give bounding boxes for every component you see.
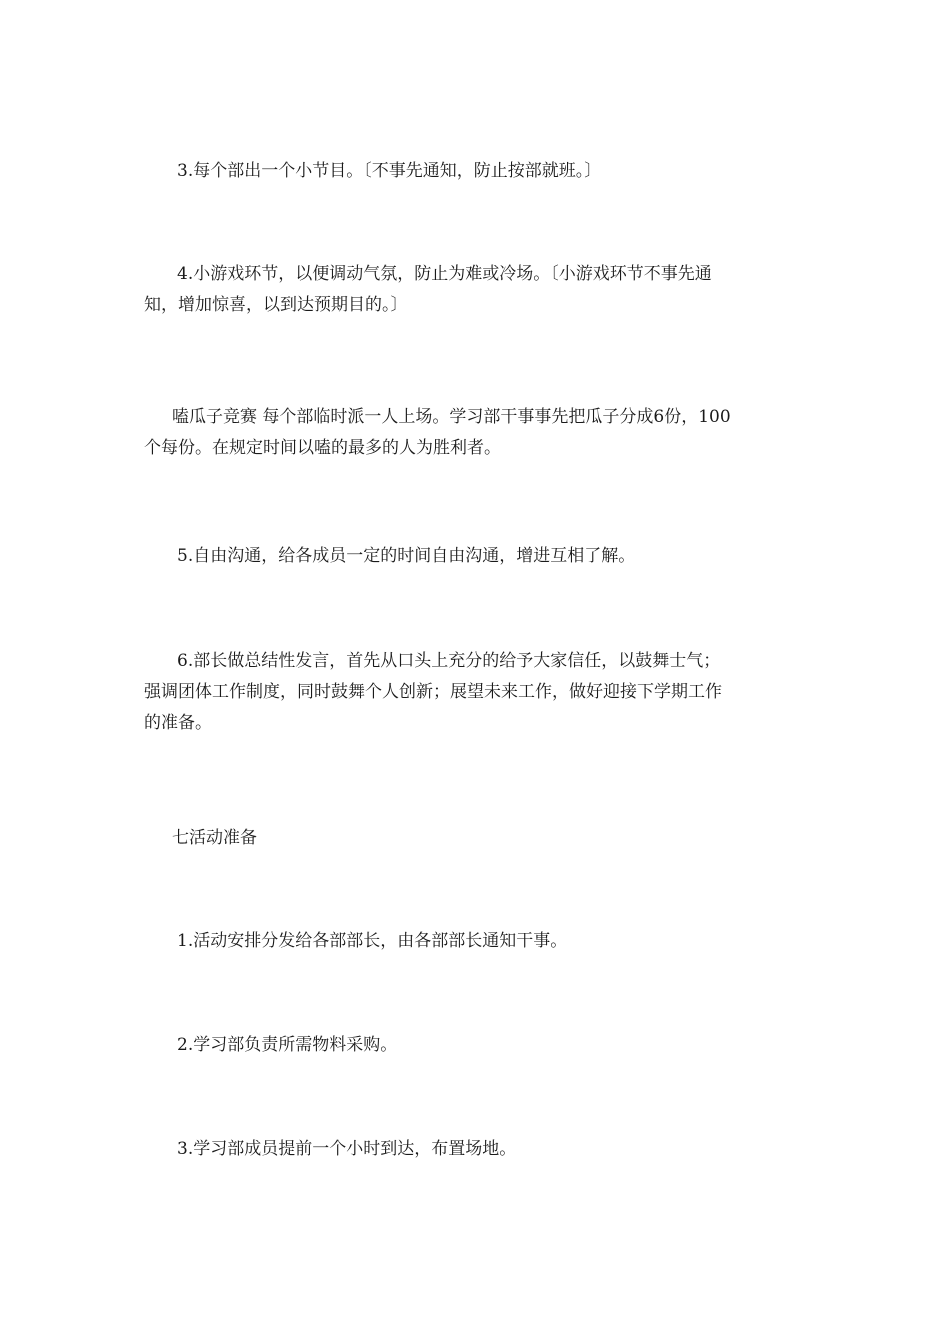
text-line: 4.小游戏环节，以便调动气氛，防止为难或冷场。〔小游戏环节不事先通	[177, 264, 712, 284]
text-line: 七活动准备	[172, 828, 257, 848]
text-line: 5.自由沟通，给各成员一定的时间自由沟通，增进互相了解。	[177, 546, 636, 566]
section-heading-activity-preparation	[144, 823, 808, 854]
paragraph-item-4-mini-game	[144, 259, 808, 321]
text-line: 6.部长做总结性发言，首先从口头上充分的给予大家信任，以鼓舞士气；	[177, 651, 721, 671]
text-line: 个每份。在规定时间以嗑的最多的人为胜利者。	[144, 438, 501, 458]
paragraph-item-5-free-talk	[144, 541, 808, 572]
text-line: 3.学习部成员提前一个小时到达，布置场地。	[177, 1139, 517, 1159]
paragraph-seed-contest	[144, 402, 808, 464]
text-line: 2.学习部负责所需物料采购。	[177, 1035, 398, 1055]
paragraph-prep-item-1	[144, 926, 808, 957]
paragraph-item-3-program	[144, 156, 808, 187]
text-line: 1.活动安排分发给各部部长，由各部部长通知干事。	[177, 931, 568, 951]
paragraph-item-6-summary-speech	[144, 646, 808, 739]
text-line: 嗑瓜子竞赛 每个部临时派一人上场。学习部干事事先把瓜子分成6份，100	[172, 407, 731, 427]
text-line: 的准备。	[144, 713, 212, 733]
text-line: 知，增加惊喜，以到达预期目的。〕	[144, 295, 408, 315]
text-line: 强调团体工作制度，同时鼓舞个人创新；展望未来工作，做好迎接下学期工作	[144, 682, 722, 702]
paragraph-prep-item-3	[144, 1134, 808, 1165]
text-line: 3.每个部出一个小节目。〔不事先通知，防止按部就班。〕	[177, 161, 602, 181]
paragraph-prep-item-2	[144, 1030, 808, 1061]
